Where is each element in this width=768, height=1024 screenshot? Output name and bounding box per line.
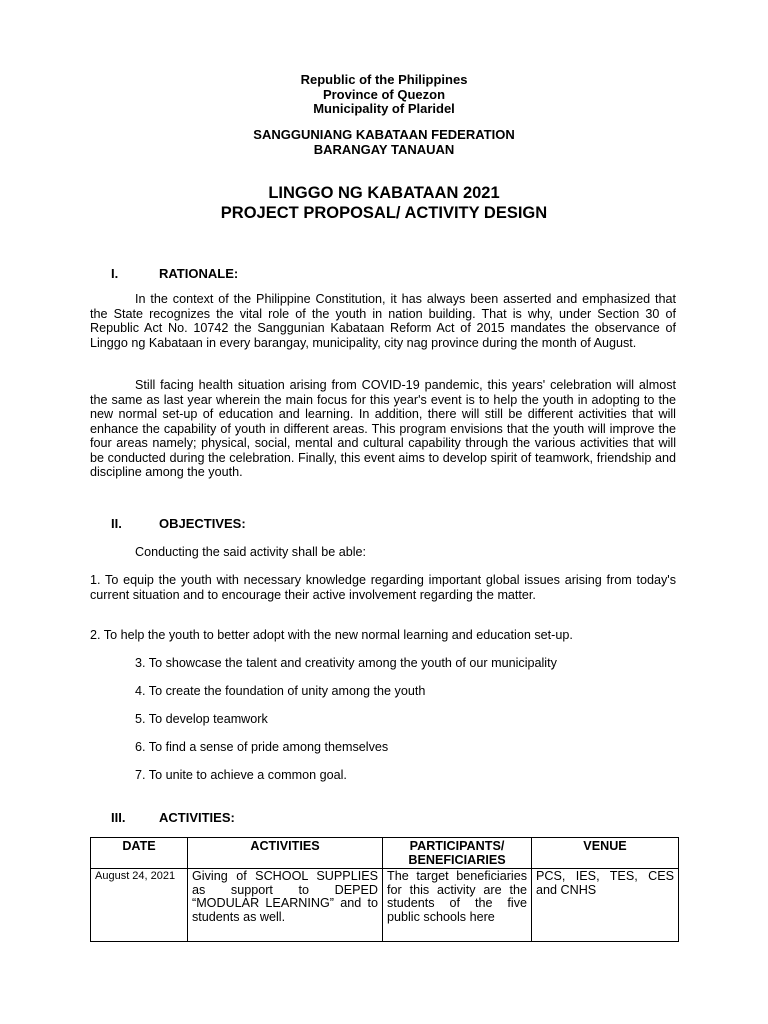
section-number: II. [111, 516, 122, 531]
header-barangay: BARANGAY TANAUAN [313, 141, 455, 157]
objective-item-3: 3. To showcase the talent and creativity among the youth of our municipality [135, 656, 557, 670]
header-municipality: Municipality of Plaridel [313, 101, 455, 116]
cell-activity: Giving of SCHOOL SUPPLIES as support to DEPED “MODULAR LEARNING” and to students as well. [188, 869, 383, 942]
title-line-1: LINGGO NG KABATAAN 2021 [268, 184, 500, 202]
column-header-activities: ACTIVITIES [188, 838, 383, 869]
objective-item-4: 4. To create the foundation of unity among the youth [135, 684, 426, 698]
section-number: I. [111, 266, 119, 281]
section-title: RATIONALE: [159, 266, 239, 281]
section-title: OBJECTIVES: [159, 516, 246, 531]
objective-item-5: 5. To develop teamwork [135, 712, 268, 726]
header-province: Province of Quezon [322, 86, 446, 102]
header-republic: Republic of the Philippines [300, 72, 468, 87]
objectives-intro: Conducting the said activity shall be able: [135, 545, 367, 559]
table-header-row [91, 838, 679, 869]
section-heading-rationale [111, 266, 238, 281]
table-row [91, 869, 679, 942]
rationale-paragraph-2: Still facing health situation arising from COVID-19 pandemic, this years' celebration will almost the same as last year wherein the main focus for this year's event is to help the youth in adopting to the new normal set-up of education and learning. In addition, there will still be different activities that will enhance the capability of youth in different areas. This program envisions that the youth will improve the four areas namely; physical, social, mental and cultural capability through the various activities that will be conducted during the celebration. Finally, this event aims to develop spirit of teamwork, friendship and discipline among the youth. [90, 378, 676, 479]
activities-table [90, 837, 679, 942]
cell-venue: PCS, IES, TES, CES and CNHS [532, 869, 679, 942]
header-federation: SANGGUNIANG KABATAAN FEDERATION [253, 127, 515, 142]
objective-item-1: 1. To equip the youth with necessary knowledge regarding important global issues arising from today's current situation and to encourage their active involvement regarding the matter. [90, 573, 676, 602]
column-header-date: DATE [91, 838, 188, 869]
title-line-2: PROJECT PROPOSAL/ ACTIVITY DESIGN [220, 204, 548, 222]
column-header-participants: PARTICIPANTS/ BENEFICIARIES [383, 838, 532, 869]
rationale-paragraph-1: In the context of the Philippine Constitution, it has always been asserted and emphasized that the State recognizes the vital role of the youth in nation building. That is why, under Section 30 of Republic Act No. 10742 the Sanggunian Kabataan Reform Act of 2015 mandates the observance of Linggo ng Kabataan in every barangay, municipality, city nag province during the month of August. [90, 292, 676, 350]
section-number: III. [111, 810, 126, 825]
section-heading-objectives [111, 516, 246, 531]
objective-item-6: 6. To find a sense of pride among themselves [135, 740, 389, 754]
government-header [0, 73, 768, 117]
cell-date: August 24, 2021 [91, 869, 188, 942]
objective-item-7: 7. To unite to achieve a common goal. [135, 768, 347, 782]
section-heading-activities [111, 810, 235, 825]
column-header-venue: VENUE [532, 838, 679, 869]
document-title [0, 183, 768, 223]
cell-participants: The target beneficiaries for this activity are the students of the five public schools here [383, 869, 532, 942]
objective-item-2: 2. To help the youth to better adopt with the new normal learning and education set-up. [90, 628, 573, 642]
federation-header [0, 128, 768, 157]
section-title: ACTIVITIES: [159, 810, 235, 825]
